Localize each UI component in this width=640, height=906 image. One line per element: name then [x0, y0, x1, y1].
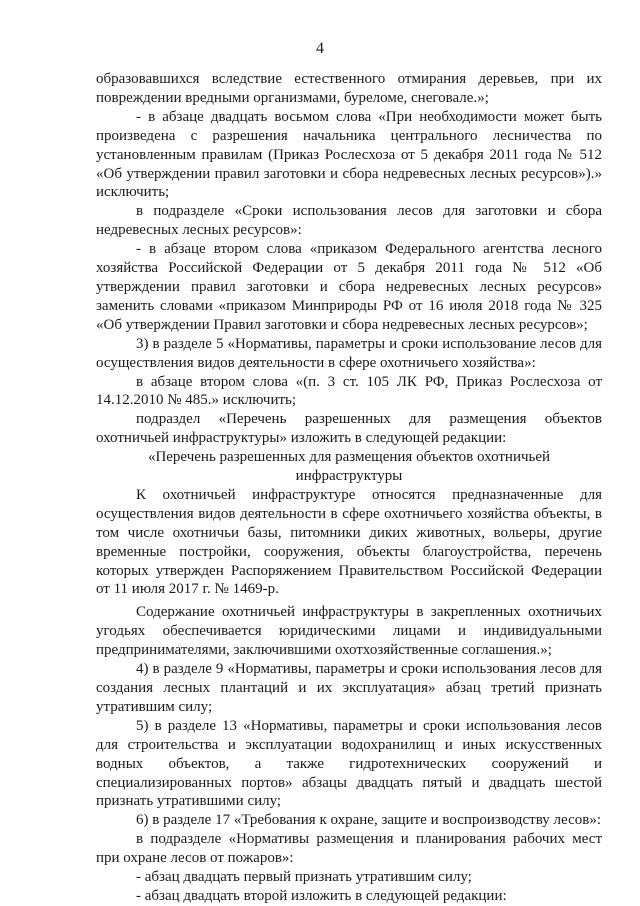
page-number: 4 [316, 40, 324, 57]
paragraph-section-17: 6) в разделе 17 «Требования к охране, защите и воспроизводству лесов»: [136, 812, 601, 829]
paragraph-abzac-second: - в абзаце втором слова «приказом Федерального агентства лесного хозяйства Российской Федерации от 5 декабря 2011 года № 512 «Об утверждении правил заготовки и сбора недревесных лесных ресурсов» заменить словами «приказом Минприроды РФ от 16 июля 2018 года № 325 «Об утверждении Правил заготовки и сбора недревесных лесных ресурсов»; [96, 241, 602, 333]
document-body [96, 70, 602, 906]
paragraph-section-5: 3) в разделе 5 «Нормативы, параметры и сроки использование лесов для осуществления видов деятельности в сфере охотничьего хозяйства»: [96, 335, 602, 371]
paragraph-section-13: 5) в разделе 13 «Нормативы, параметры и сроки использования лесов для строительства и эксплуатации водохранилищ и иных искусственных водных объектов, а также гидротехнических сооружений и специализированных портов» абзацы двадцать пятый и двадцать шестой признать утратившими силу; [96, 717, 602, 810]
paragraph-section-9: 4) в разделе 9 «Нормативы, параметры и сроки использования лесов для создания лесных плантаций и их эксплуатация» абзац третий признать утратившим силу; [96, 661, 602, 715]
paragraph-subsection-fire: в подразделе «Нормативы размещения и планирования рабочих мест при охране лесов от пожаров»: [96, 831, 602, 867]
paragraph-continuation: образовавшихся вследствие естественного отмирания деревьев, при их повреждении вредными организмами, буреломе, снеговале.»; [96, 71, 602, 106]
paragraph-hunting-infrastructure: К охотничьей инфраструктуре относятся предназначенные для осуществления видов деятельности в сфере охотничьего хозяйства объекты, в том числе охотничьи базы, питомники диких животных, вольеры, другие временные постройки, сооружения, объекты благоустройства, перечень которых утвержден Распоряжением Правительством Российской Федерации от 11 июля 2017 г. № 1469-р. [96, 486, 602, 598]
paragraph-abzac-28: - в абзаце двадцать восьмом слова «При необходимости может быть произведена с разрешения начальника центрального лесничества по установленным правилам (Приказ Рослесхоза от 5 декабря 2011 года № 512 «Об утверждении правил заготовки и сбора недревесных лесных ресурсов»).» исключить; [96, 108, 602, 201]
paragraph-list-heading: «Перечень разрешенных для размещения объектов охотничьей инфраструктуры [147, 449, 551, 485]
paragraph-abzac-21: - абзац двадцать первый признать утратившим силу; [136, 869, 472, 886]
paragraph-infrastructure-maintenance: Содержание охотничьей инфраструктуры в закрепленных охотничьих угодьях обеспечивается юридическими лицами и индивидуальными предпринимателями, заключившими охотхозяйственные соглашения.»; [96, 604, 602, 659]
paragraph-subsection-list: подраздел «Перечень разрешенных для размещения объектов охотничьей инфраструктуры» изложить в следующей редакции: [96, 411, 602, 447]
paragraph-abzac-second-exclude: в абзаце втором слова «(п. 3 ст. 105 ЛК РФ, Приказ Рослесхоза от 14.12.2010 № 485.» исключить; [96, 373, 602, 409]
paragraph-abzac-22: - абзац двадцать второй изложить в следующей редакции: [136, 887, 507, 904]
paragraph-subsection-terms: в подразделе «Сроки использования лесов для заготовки и сбора недревесных лесных ресурсов»: [96, 203, 602, 239]
